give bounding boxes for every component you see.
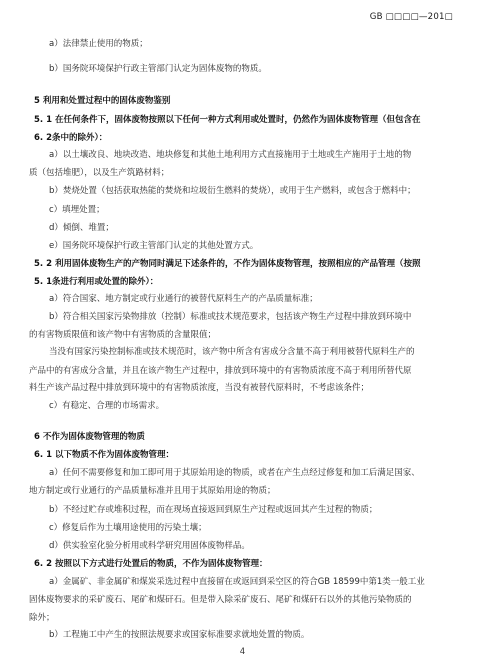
section-heading: 6. 1 以下物质不作为固体废物管理： — [34, 450, 174, 461]
body-line: 的有害物质限值和该产物中有害物质的含量限值； — [29, 329, 217, 340]
body-line: c）有稳定、合理的市场需求。 — [49, 400, 165, 411]
standard-code: GB □□□□—201□ — [369, 12, 453, 22]
body-line: b）工程施工中产生的按照法规要求或国家标准要求就地处置的物质。 — [49, 630, 310, 640]
body-line: d）供实验室化验分析用或科学研究用固体废物样品。 — [49, 540, 250, 551]
body-line: b）符合相关国家污染物排放（控制）标准或技术规范要求，包括该产物生产过程中排放到环境中 — [49, 312, 412, 323]
body-line: 当没有国家污染控制标准或技术规范时，该产物中所含有害成分含量不高于利用被替代原料生产的 — [49, 347, 415, 358]
body-line: a）任何不需要修复和加工即可用于其原始用途的物质，或者在产生点经过修复和加工后满足国家、 — [49, 467, 420, 478]
body-line: e）国务院环境保护行政主管部门认定的其他处置方式。 — [49, 240, 259, 251]
body-line: a）法律禁止使用的物质； — [49, 39, 148, 49]
body-line: 产品中的有害成分含量，并且在该产物生产过程中，排放到环境中的有害物质浓度不高于利用所替代原 — [29, 365, 412, 376]
page-number: 4 — [239, 647, 246, 657]
body-line: 质（包括堆肥），以及生产筑路材料； — [29, 167, 170, 178]
body-line: 地方制定或行业通行的产品质量标准并且用于其原始用途的物质； — [29, 486, 276, 497]
body-line: c）修复后作为土壤用途使用的污染土壤； — [49, 523, 207, 534]
section-heading: 6. 2条中的除外）： — [34, 132, 108, 143]
section-heading: 5. 2 利用固体废物生产的产物同时满足下述条件的，不作为固体废物管理，按照相应的产品管理（按照 — [34, 259, 421, 269]
body-line: b）国务院环境保护行政主管部门认定为固体废物的物质。 — [49, 63, 267, 74]
body-line: b）不经过贮存或堆积过程，而在现场直接返回到原生产过程或返回其产生过程的物质； — [49, 504, 378, 515]
body-line: a）符合国家、地方制定或行业通行的被替代原料生产的产品质量标准； — [49, 293, 318, 304]
body-line: a）以土壤改良、地块改造、地块修复和其他土地利用方式直接施用于土地或生产施用于土地的物 — [49, 150, 412, 161]
body-line: 固体废物要求的采矿废石、尾矿和煤矸石。但是带入除采矿废石、尾矿和煤矸石以外的其他污染物质的 — [29, 595, 412, 606]
section-heading: 6 不作为固体废物管理的物质 — [34, 432, 145, 443]
body-line: 料生产该产品过程中排放到环境中的有害物质浓度，当没有被替代原料时，不考虑该条件； — [29, 383, 370, 394]
section-heading: 6. 2 按照以下方式进行处置后的物质，不作为固体废物管理： — [34, 559, 268, 570]
body-line: b）焚烧处置（包括获取热能的焚烧和垃圾衍生燃料的焚烧），或用于生产燃料，或包含于燃料中； — [49, 186, 416, 197]
body-line: d）倾倒、堆置； — [49, 223, 114, 234]
body-line: c）填埋处置； — [49, 204, 105, 215]
section-heading: 5. 1条进行利用或处置的除外）： — [34, 276, 159, 287]
section-heading: 5. 1 在任何条件下，固体废物按照以下任何一种方式利用或处置时，仍然作为固体废物管理（但包含在 — [34, 115, 421, 126]
body-line: a）金属矿、非金属矿和煤炭采选过程中直接留在或返回到采空区的符合GB 18599中第1类一般工业 — [49, 576, 425, 587]
section-heading: 5 利用和处置过程中的固体废物鉴别 — [34, 96, 171, 107]
body-line: 除外； — [29, 612, 55, 623]
